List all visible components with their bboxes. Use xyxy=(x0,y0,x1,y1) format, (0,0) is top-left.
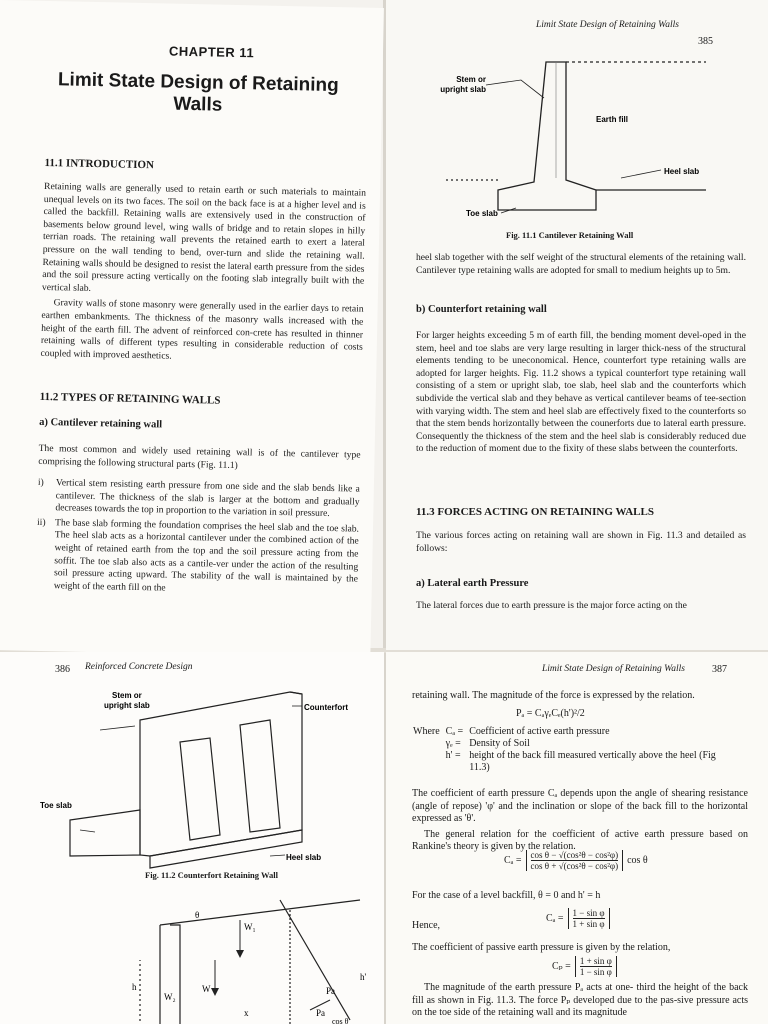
label-toe-slab: Toe slab xyxy=(40,801,72,810)
table-row xyxy=(410,750,722,774)
definitions-table xyxy=(410,726,722,774)
running-head: Reinforced Concrete Design xyxy=(85,662,193,672)
subheading-cantilever: a) Cantilever retaining wall xyxy=(39,416,163,431)
counterfort-paragraph xyxy=(416,330,746,459)
br-intro: retaining wall. The magnitude of the force is expressed by the relation. xyxy=(412,690,695,701)
def-text: Coefficient of active earth pressure xyxy=(469,726,610,737)
eq-lhs: Cₚ = xyxy=(552,961,571,972)
table-row xyxy=(410,738,722,750)
list-item-text: Vertical stem resisting earth pressure from one side and the slab bends like a cantilever. The thickness of the slab is larger at the bottom and gradually decreases towards the top in proportion to the variation in soil pressure. xyxy=(55,477,360,520)
continuation-paragraph xyxy=(416,252,746,280)
eq-lhs: Cₐ = xyxy=(504,855,522,866)
counterfort-text: For larger heights exceeding 5 m of earth fill, the bending moment devel-oped in the stem, heel and toe slabs are very large resulting in larger thick-ness of the structural elements tending to be uneconomical. Hence, counterfort type retaining walls are adopted for larger heights. Fig. 11.2 shows a typical counterfort type retaining wall consisting of a stem or upright slab, toe slab, heel slab and the counterforts which subdivide the vertical slab and they behave as vertical cantilever beams of tee-section with varying width. The stem and heel slab are effectively fixed to the counterforts so that the stem bends horizontally between the counerforts due to lateral earth pressure. Consequently the thickness of the stem and the heel slab is considerably reduced due to the reduction of moment due to the fixity of these slabs between the counterforts. xyxy=(416,330,746,455)
label-h-prime: h' xyxy=(360,972,367,982)
page-number: 385 xyxy=(698,36,713,47)
label-earth-fill: Earth fill xyxy=(596,115,629,124)
label-w: W xyxy=(202,984,211,994)
eq-fraction xyxy=(575,956,617,977)
label-stem-2: upright slab xyxy=(104,701,150,710)
intro-paragraph-1: Retaining walls are generally used to retain earth or such materials to maintain unequal levels on its two faces. The soil on the back face is at a higher level and is called the backfill. Retaining walls are extensively used in the construction of basements below ground level, wing walls of bridge and to retain slopes in hilly terrian roads. The retaining wall prevents the retained earth to exert a lateral pressure on the wall tending to bend, over-turn and slide the retaining wall. Retaining walls should be designed to resist the lateral earth pressure from the sides and the soil pressure acting vertically on the footing slab integrally built with the vertical slab. xyxy=(41,180,367,294)
running-head: Limit State Design of Retaining Walls xyxy=(536,20,679,30)
label-stem-2: upright slab xyxy=(440,85,486,94)
def-text: height of the back fill measured vertically above the heel (Fig 11.3) xyxy=(469,750,716,773)
intro-paragraph-2: Gravity walls of stone masonry were generally used in the earlier days to retain earthen embankments. The thickness of the masonry walls increased with the height of the earth fill. The advent of reinforced con-crete has resulted in thinner retaining walls of different types resulting in considerable reduction of costs coupled with improved aesthetics. xyxy=(40,297,364,362)
eq-numerator: 1 − sin φ xyxy=(572,908,605,918)
section-heading-introduction: 11.1 INTRODUCTION xyxy=(44,156,155,172)
label-h: h xyxy=(132,982,137,992)
list-item xyxy=(36,517,360,599)
eq-numerator: 1 + sin φ xyxy=(579,956,612,966)
def-text: Density of Soil xyxy=(469,738,530,749)
lateral-text: The lateral forces due to earth pressure is the major force acting on the xyxy=(416,600,687,611)
hence-label: Hence, xyxy=(412,920,441,931)
label-x: x xyxy=(244,1008,249,1018)
eq-fraction xyxy=(526,850,624,871)
chapter-title-line2: Walls xyxy=(173,93,223,116)
label-w2: W₂ xyxy=(164,992,176,1002)
list-item-text: The base slab forming the foundation comprises the heel slab and the toe slab. The heel slab acts as a horizontal cantilever under the combined action of the weight of retained earth from the top and the soil pressure acting from the soffit. The toe slab also acts as a cantile-ver under the action of the resulting soil pressure acting upward. The stability of the wall is maintained by the weight of the earth fill on the xyxy=(53,517,360,594)
eq-tail: cos θ xyxy=(627,855,648,866)
chapter-label: CHAPTER 11 xyxy=(168,43,255,61)
label-w1: W₁ xyxy=(244,922,256,932)
figure-caption-11-2: Fig. 11.2 Counterfort Retaining Wall xyxy=(145,870,279,880)
def-symbol: γₑ = xyxy=(445,738,461,749)
subheading-lateral-pressure: a) Lateral earth Pressure xyxy=(416,578,529,589)
level-backfill-text: For the case of a level backfill, θ = 0 and h' = h xyxy=(412,890,601,901)
lateral-paragraph xyxy=(416,600,746,616)
label-theta: θ xyxy=(195,910,200,920)
eq-denominator: 1 + sin φ xyxy=(572,919,605,929)
counterfort-1 xyxy=(180,738,220,840)
running-head: Limit State Design of Retaining Walls xyxy=(542,664,685,674)
eq-denominator: 1 − sin φ xyxy=(579,967,612,977)
label-counterfort: Counterfort xyxy=(304,703,348,712)
eq-denominator: cos θ + √(cos²θ − cos²φ) xyxy=(530,861,619,871)
structural-parts-list xyxy=(36,477,360,601)
list-marker: ii) xyxy=(36,516,46,528)
label-cos-theta: cos θ xyxy=(332,1017,349,1024)
eq-fraction xyxy=(568,908,610,929)
section-heading-forces: 11.3 FORCES ACTING ON RETAINING WALLS xyxy=(416,506,654,518)
coefficient-text: The coefficient of earth pressure Cₐ depends upon the angle of shearing resistance (angle of repose) 'φ' and the inclination or slope of the back fill to the horizontal expressed as 'θ'. xyxy=(412,788,748,825)
def-symbol: h' = xyxy=(445,750,461,761)
cantilever-wall-figure xyxy=(406,50,756,230)
label-heel-slab: Heel slab xyxy=(286,853,322,862)
page-top-right xyxy=(386,0,768,650)
page-bottom-right xyxy=(386,652,768,1024)
paragraph-coefficient xyxy=(412,788,748,857)
eq-lhs: Cₐ = xyxy=(546,913,564,924)
page-bottom-left xyxy=(0,652,384,1024)
magnitude-paragraph xyxy=(412,982,748,1023)
counterfort-2 xyxy=(240,720,280,832)
chapter-title xyxy=(38,69,359,120)
subheading-counterfort: b) Counterfort retaining wall xyxy=(416,304,547,315)
passive-coefficient-text: The coefficient of passive earth pressure is given by the relation, xyxy=(412,942,671,953)
cantilever-paragraph xyxy=(38,443,361,478)
page-top-left xyxy=(0,0,384,658)
section-heading-types: 11.2 TYPES OF RETAINING WALLS xyxy=(39,390,221,407)
magnitude-text: The magnitude of the earth pressure Pₐ acts at one- third the height of the back fill as shown in Fig. 11.3. The force Pₚ developed due to the pas-sive pressure acts on the toe side of the retaining wall and its magnitude xyxy=(412,982,748,1019)
def-symbol: Cₐ = xyxy=(445,726,464,737)
introduction-text xyxy=(40,181,366,370)
equation-pa: Pₐ = CₐγₑCₑ(h')²/2 xyxy=(516,708,585,719)
counterfort-wall-figure xyxy=(40,680,360,870)
toe-slab-shape xyxy=(70,810,140,856)
label-pa-2: Pa xyxy=(316,1008,325,1018)
where-label: Where xyxy=(413,726,440,737)
label-stem: Stem or xyxy=(112,691,142,700)
eq-numerator: cos θ − √(cos²θ − cos²φ) xyxy=(530,850,619,860)
continuation-text: heel slab together with the self weight of the structural elements of the retaining wall. Cantilever type retaining walls are adopted for small to medium heights up to 5m. xyxy=(416,252,746,276)
label-pa: Pa xyxy=(326,986,335,996)
heel-slab-shape xyxy=(150,830,302,868)
sloped-backfill xyxy=(160,900,360,925)
table-row xyxy=(410,726,722,738)
equation-cp xyxy=(552,956,617,977)
label-heel-slab: Heel slab xyxy=(664,167,700,176)
figure-caption-11-1: Fig. 11.1 Cantilever Retaining Wall xyxy=(506,230,634,240)
label-stem: Stem or xyxy=(456,75,486,84)
forces-figure-11-3 xyxy=(120,880,380,1024)
page-number: 386 xyxy=(55,664,70,675)
page-number: 387 xyxy=(712,664,727,675)
label-toe-slab: Toe slab xyxy=(466,209,498,218)
chapter-title-line1: Limit State Design of Retaining xyxy=(57,69,339,97)
equation-ca-level xyxy=(546,908,610,929)
wall-outline xyxy=(498,62,596,210)
equation-ca-general xyxy=(504,850,648,871)
stem-face xyxy=(140,692,302,856)
forces-paragraph xyxy=(416,530,746,558)
forces-text: The various forces acting on retaining wall are shown in Fig. 11.3 and detailed as follows: xyxy=(416,530,746,554)
stem-back xyxy=(170,925,180,1024)
cantilever-text: The most common and widely used retaining wall is of the cantilever type comprising the following structural parts (Fig. 11.1) xyxy=(38,442,361,471)
list-item xyxy=(37,477,360,522)
list-marker: i) xyxy=(37,476,44,489)
rankine-text: The general relation for the coefficient of active earth pressure based on Rankine's theory is given by the relation. xyxy=(412,828,748,853)
